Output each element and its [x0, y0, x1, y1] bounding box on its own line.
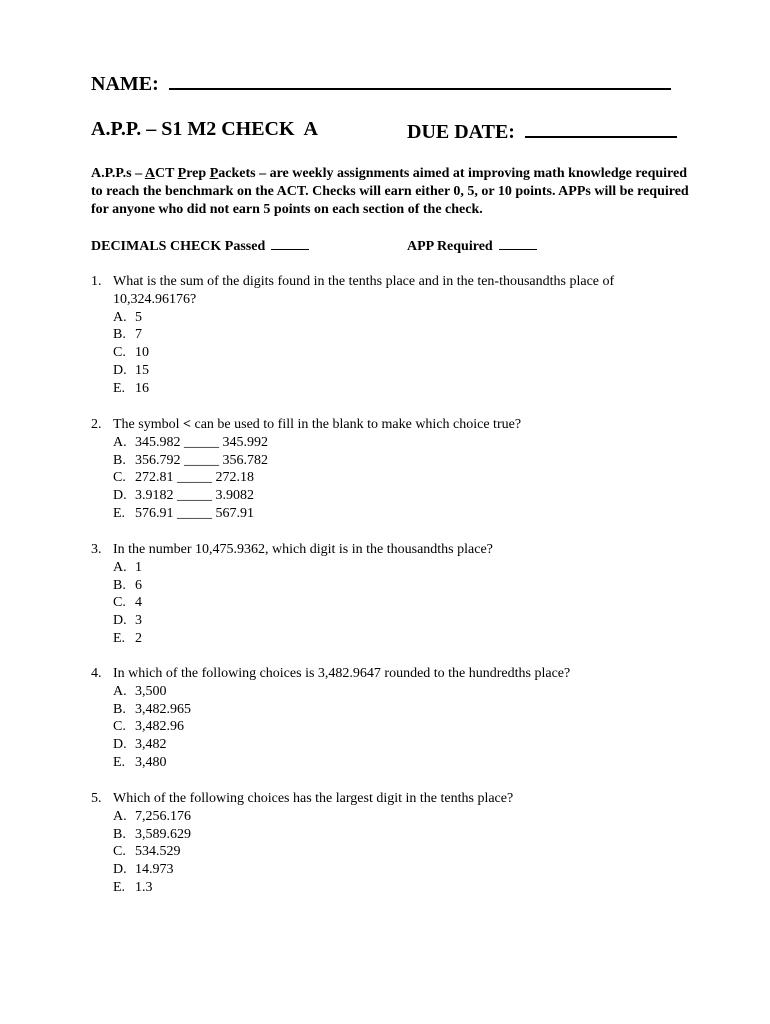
intro-underlined-p1: P — [177, 166, 187, 181]
choice-text: 356.792 _____ 356.782 — [135, 452, 268, 468]
intro-paragraph — [91, 165, 691, 219]
choice-text: 3,482 — [135, 737, 167, 753]
choice-text: 3 — [135, 613, 142, 629]
choice-label: A. — [113, 559, 127, 575]
choice-text: 534.529 — [135, 844, 181, 860]
choice-text: 7,256.176 — [135, 808, 191, 824]
choice-label: C. — [113, 470, 126, 486]
choice-d[interactable] — [113, 487, 671, 505]
question-text-pre: The symbol — [113, 417, 183, 432]
choice-a[interactable] — [113, 683, 671, 701]
question-text — [113, 416, 671, 434]
choice-a[interactable] — [113, 808, 671, 826]
choice-text: 6 — [135, 577, 142, 593]
choice-list — [113, 434, 671, 523]
question-1 — [91, 273, 671, 398]
choice-e[interactable] — [113, 879, 671, 897]
due-date-blank-line[interactable] — [525, 118, 677, 138]
intro-rep: rep — [186, 166, 210, 181]
question-text: What is the sum of the digits found in the tenths place and in the ten-thousandths place of 10,324.96176? — [113, 274, 615, 307]
question-4 — [91, 665, 671, 772]
name-label: NAME: — [91, 73, 159, 95]
choice-label: E. — [113, 754, 126, 770]
choice-a[interactable] — [113, 309, 671, 327]
choice-list — [113, 683, 671, 772]
due-date — [407, 118, 677, 144]
title-row — [91, 118, 515, 143]
question-text-post: can be used to fill in the blank to make which choice true? — [190, 417, 522, 432]
choice-label: D. — [113, 613, 127, 629]
intro-underlined-p2: P — [209, 166, 219, 181]
question-text: In which of the following choices is 3,482.9647 rounded to the hundredths place? — [113, 666, 571, 681]
choice-b[interactable] — [113, 577, 671, 595]
choice-text: 272.81 _____ 272.18 — [135, 470, 254, 486]
choice-label: E. — [113, 505, 126, 521]
choice-a[interactable] — [113, 559, 671, 577]
choice-label: C. — [113, 595, 126, 611]
choice-label: B. — [113, 577, 126, 593]
choice-d[interactable] — [113, 736, 671, 754]
choice-text: 16 — [135, 380, 149, 396]
name-row — [91, 70, 671, 96]
choice-label: A. — [113, 808, 127, 824]
choice-text: 3,480 — [135, 754, 167, 770]
choice-text: 3,500 — [135, 683, 167, 699]
choice-text: 5 — [135, 309, 142, 325]
choice-label: E. — [113, 630, 126, 646]
choice-d[interactable] — [113, 362, 671, 380]
choice-b[interactable] — [113, 701, 671, 719]
choice-label: D. — [113, 362, 127, 378]
choice-label: A. — [113, 309, 127, 325]
choice-label: C. — [113, 345, 126, 361]
choice-text: 4 — [135, 595, 142, 611]
question-number: 5. — [91, 791, 102, 806]
choice-b[interactable] — [113, 452, 671, 470]
check-passed-blank[interactable] — [271, 237, 309, 250]
choice-text: 576.91 _____ 567.91 — [135, 505, 254, 521]
choice-label: B. — [113, 826, 126, 842]
due-date-label: DUE DATE: — [407, 121, 515, 143]
name-blank-line[interactable] — [169, 70, 671, 90]
check-passed-label: DECIMALS CHECK Passed — [91, 239, 266, 254]
question-text: In the number 10,475.9362, which digit is in the thousandths place? — [113, 542, 493, 557]
worksheet-title: A.P.P. – S1 M2 CHECK A — [91, 118, 318, 140]
question-3 — [91, 541, 671, 648]
choice-list — [113, 559, 671, 648]
choice-label: B. — [113, 327, 126, 343]
choice-c[interactable] — [113, 344, 671, 362]
choice-text: 1.3 — [135, 879, 153, 895]
choice-label: D. — [113, 737, 127, 753]
choice-c[interactable] — [113, 469, 671, 487]
question-number: 2. — [91, 417, 102, 432]
choice-b[interactable] — [113, 826, 671, 844]
check-status-row — [91, 237, 493, 255]
question-text: Which of the following choices has the largest digit in the tenths place? — [113, 791, 514, 806]
choice-d[interactable] — [113, 861, 671, 879]
question-2 — [91, 416, 671, 523]
app-required-label: APP Required — [407, 239, 493, 254]
choice-e[interactable] — [113, 380, 671, 398]
choice-label: B. — [113, 701, 126, 717]
choice-a[interactable] — [113, 434, 671, 452]
choice-c[interactable] — [113, 594, 671, 612]
choice-text: 3,482.96 — [135, 719, 184, 735]
choice-c[interactable] — [113, 718, 671, 736]
choice-text: 14.973 — [135, 862, 174, 878]
choice-list — [113, 309, 671, 398]
choice-label: E. — [113, 879, 126, 895]
question-number: 1. — [91, 274, 102, 289]
choice-text: 1 — [135, 559, 142, 575]
app-required-blank[interactable] — [499, 237, 537, 250]
choice-c[interactable] — [113, 843, 671, 861]
choice-e[interactable] — [113, 630, 671, 648]
choice-label: B. — [113, 452, 126, 468]
choice-label: A. — [113, 683, 127, 699]
choice-e[interactable] — [113, 505, 671, 523]
choice-text: 15 — [135, 362, 149, 378]
choice-label: D. — [113, 488, 127, 504]
choice-label: A. — [113, 434, 127, 450]
choice-text: 2 — [135, 630, 142, 646]
choice-label: D. — [113, 862, 127, 878]
choice-label: C. — [113, 844, 126, 860]
choice-label: E. — [113, 380, 126, 396]
intro-rest: ackets – are weekly assignments aimed at improving math knowledge required to reach the benchmark on the ACT. Checks will earn either 0, 5, or 10 points. APPs will be required for anyone who did not earn 5 points on each section of the check. — [91, 166, 689, 217]
choice-text: 7 — [135, 327, 142, 343]
app-required — [407, 237, 537, 255]
intro-prefix: A.P.P.s – — [91, 166, 145, 181]
choice-text: 345.982 _____ 345.992 — [135, 434, 268, 450]
choice-e[interactable] — [113, 754, 671, 772]
less-than-symbol: < — [183, 417, 191, 432]
choice-text: 3,482.965 — [135, 701, 191, 717]
question-number: 3. — [91, 542, 102, 557]
choice-text: 10 — [135, 345, 149, 361]
choice-text: 3,589.629 — [135, 826, 191, 842]
choice-b[interactable] — [113, 326, 671, 344]
question-number: 4. — [91, 666, 102, 681]
intro-underlined-a: A — [144, 166, 155, 181]
choice-d[interactable] — [113, 612, 671, 630]
question-5 — [91, 790, 671, 897]
choice-text: 3.9182 _____ 3.9082 — [135, 488, 254, 504]
choice-label: C. — [113, 719, 126, 735]
intro-ct: CT — [154, 166, 178, 181]
choice-list — [113, 808, 671, 897]
